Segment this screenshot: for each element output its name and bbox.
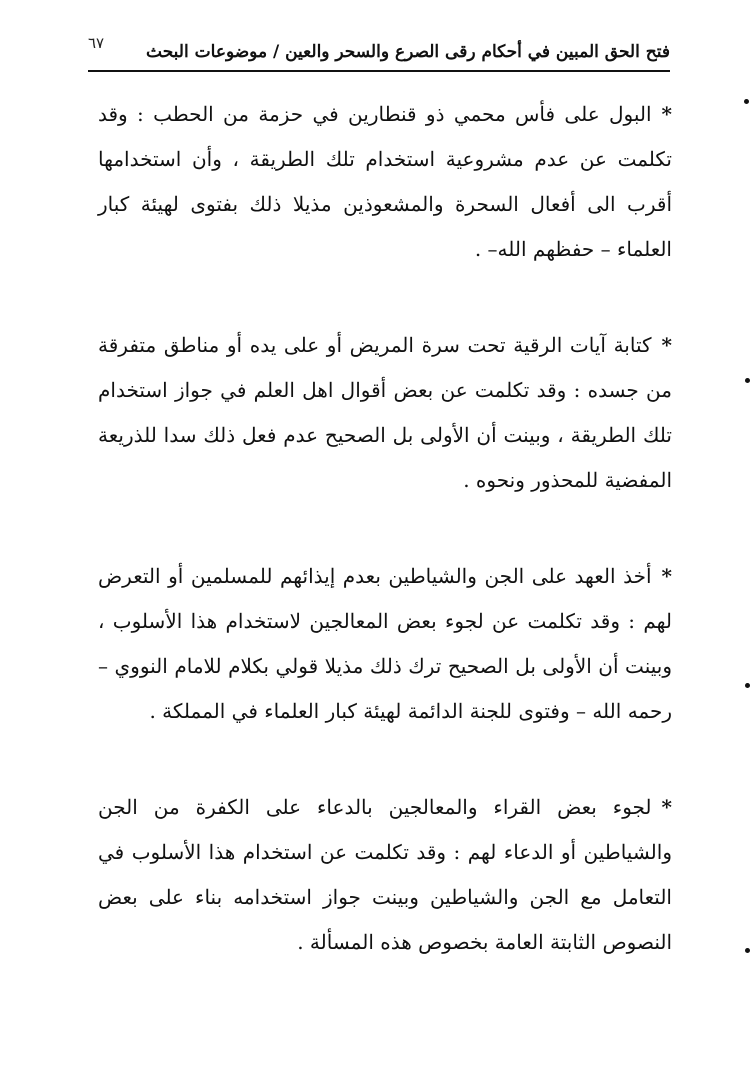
header-rule	[88, 70, 670, 72]
paragraph-text: كتابة آيات الرقية تحت سرة المريض أو على يده أو مناطق متفرقة من جسده : وقد تكلمت عن بعض أقوال اهل العلم في جواز استخدام تلك الطريقة ، وبينت أن الأولى بل الصحيح عدم فعل ذلك سدا للذريعة المفضية للمحذور ونحوه .	[98, 333, 672, 492]
running-title: فتح الحق المبين في أحكام رقى الصرع والسحر والعين / موضوعات البحث	[146, 42, 670, 62]
paragraph-text: لجوء بعض القراء والمعالجين بالدعاء على الكفرة من الجن والشياطين أو الدعاء لهم : وقد تكلمت عن استخدام هذا الأسلوب في التعامل مع الجن والشياطين وبينت جواز استخدامه بناء على بعض النصوص الثابتة العامة بخصوص هذه المسألة .	[98, 795, 672, 954]
bullet-asterisk: *	[661, 102, 672, 126]
paragraph-2	[98, 323, 672, 503]
bullet-asterisk: *	[661, 333, 672, 357]
paragraph-4	[98, 785, 672, 965]
paragraph-1	[98, 92, 672, 272]
paragraph-text: البول على فأس محمي ذو قنطارين في حزمة من الحطب : وقد تكلمت عن عدم مشروعية استخدام تلك الطريقة ، وأن استخدامها أقرب الى أفعال السحرة والمشعوذين مذيلا ذلك بفتوى لهيئة كبار العلماء – حفظهم الله– .	[98, 102, 672, 261]
page-header	[88, 34, 670, 72]
bullet-asterisk: *	[661, 564, 673, 588]
scan-speck	[745, 378, 750, 383]
page-number: ٦٧	[88, 34, 105, 52]
paragraph-3	[98, 554, 672, 734]
scan-speck	[745, 948, 750, 953]
paragraph-text: أخذ العهد على الجن والشياطين بعدم إيذائهم للمسلمين أو التعرض لهم : وقد تكلمت عن لجوء بعض المعالجين لاستخدام هذا الأسلوب ، وبينت أن الأولى بل الصحيح ترك ذلك مذيلا قولي بكلام للامام النووي – رحمه الله – وفتوى للجنة الدائمة لهيئة كبار العلماء في المملكة .	[98, 564, 672, 723]
scan-speck	[745, 683, 750, 688]
bullet-asterisk: *	[661, 795, 672, 819]
body-text	[98, 92, 672, 965]
scan-speck	[744, 99, 749, 104]
